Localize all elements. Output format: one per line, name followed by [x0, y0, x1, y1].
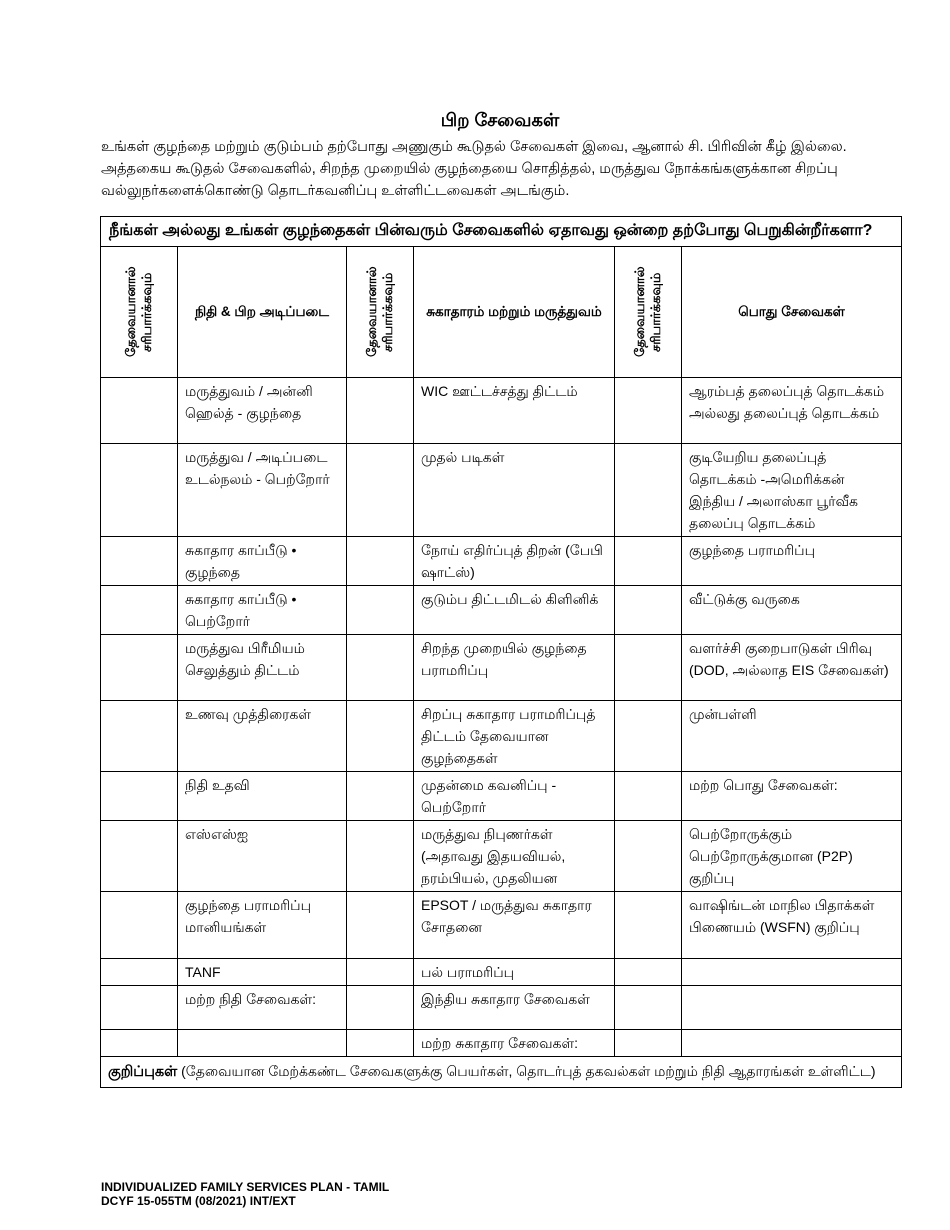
general-service — [682, 986, 902, 1030]
general-service: முன்பள்ளி — [682, 701, 902, 772]
general-service — [682, 1030, 902, 1057]
checkbox-financial[interactable] — [101, 444, 178, 537]
health-service: சிறப்பு சுகாதார பராமரிப்புத் திட்டம் தேவையான குழந்தைகள் — [414, 701, 615, 772]
checkbox-health[interactable] — [347, 444, 414, 537]
checkbox-financial[interactable] — [101, 378, 178, 444]
checkbox-financial[interactable] — [101, 635, 178, 701]
health-service: முதன்மை கவனிப்பு - பெற்றோர் — [414, 772, 615, 821]
check-header-general: தேவையானால் சரிபார்க்கவும் — [615, 247, 682, 378]
general-service: மற்ற பொது சேவைகள்: — [682, 772, 902, 821]
financial-service: சுகாதார காப்பீடு • குழந்தை — [178, 537, 347, 586]
checkbox-financial[interactable] — [101, 821, 178, 892]
health-service: மருத்துவ நிபுணர்கள் (அதாவது இதயவியல், நரம்பியல், முதலியன — [414, 821, 615, 892]
financial-service: நிதி உதவி — [178, 772, 347, 821]
general-service: ஆரம்பத் தலைப்புத் தொடக்கம் அல்லது தலைப்புத் தொடக்கம் — [682, 378, 902, 444]
notes-row — [101, 1057, 902, 1088]
table-row — [101, 537, 902, 586]
health-service: EPSOT / மருத்துவ சுகாதார சோதனை — [414, 892, 615, 959]
checkbox-general[interactable] — [615, 378, 682, 444]
header-general: பொது சேவைகள் — [682, 247, 902, 378]
table-row — [101, 772, 902, 821]
intro-paragraph: உங்கள் குழந்தை மற்றும் குடும்பம் தற்போது அணுகும் கூடுதல் சேவைகள் இவை, ஆனால் சி. பிரிவின் கீழ் இல்லை. அத்தகைய கூடுதல் சேவைகளில், சிறந்த முறையில் குழந்தையை சொதித்தல், மருத்துவ நோக்கங்களுக்கான சிறப்பு வல்லுநர்களைக்கொண்டு தொடர்கவனிப்பு உள்ளிட்டவைகள் அடங்கும். — [101, 139, 847, 199]
footer-form-number: DCYF 15-055TM (08/2021) INT/EXT — [101, 1194, 296, 1208]
checkbox-health[interactable] — [347, 586, 414, 635]
table-row — [101, 701, 902, 772]
checkbox-general[interactable] — [615, 701, 682, 772]
table-row — [101, 586, 902, 635]
health-service: சிறந்த முறையில் குழந்தை பராமரிப்பு — [414, 635, 615, 701]
notes-cell[interactable] — [101, 1057, 902, 1088]
checkbox-general[interactable] — [615, 635, 682, 701]
financial-service: மற்ற நிதி சேவைகள்: — [178, 986, 347, 1030]
checkbox-health[interactable] — [347, 892, 414, 959]
health-service: இந்திய சுகாதார சேவைகள் — [414, 986, 615, 1030]
checkbox-financial[interactable] — [101, 537, 178, 586]
general-service — [682, 959, 902, 986]
general-service: வாஷிங்டன் மாநில பிதாக்கள் பிணையம் (WSFN) குறிப்பு — [682, 892, 902, 959]
general-service: வீட்டுக்கு வருகை — [682, 586, 902, 635]
checkbox-financial[interactable] — [101, 586, 178, 635]
checkbox-general[interactable] — [615, 586, 682, 635]
checkbox-financial[interactable] — [101, 959, 178, 986]
checkbox-general[interactable] — [615, 986, 682, 1030]
checkbox-general[interactable] — [615, 1030, 682, 1057]
page-title: பிற சேவைகள் — [440, 110, 560, 130]
table-header-row — [101, 247, 902, 378]
health-service: முதல் படிகள் — [414, 444, 615, 537]
general-service: பெற்றோருக்கும் பெற்றோருக்குமான (P2P) குறிப்பு — [682, 821, 902, 892]
checkbox-general[interactable] — [615, 444, 682, 537]
table-question: நீங்கள் அல்லது உங்கள் குழந்தைகள் பின்வரும் சேவைகளில் ஏதாவது ஒன்றை தற்போது பெறுகின்றீர்களா? — [101, 217, 902, 247]
checkbox-financial[interactable] — [101, 986, 178, 1030]
financial-service: மருத்துவ பிரீமியம் செலுத்தும் திட்டம் — [178, 635, 347, 701]
financial-service: உணவு முத்திரைகள் — [178, 701, 347, 772]
financial-service: TANF — [178, 959, 347, 986]
table-row — [101, 986, 902, 1030]
checkbox-health[interactable] — [347, 986, 414, 1030]
general-service: வளர்ச்சி குறைபாடுகள் பிரிவு (DOD, அல்லாத EIS சேவைகள்) — [682, 635, 902, 701]
general-service: குழந்தை பராமரிப்பு — [682, 537, 902, 586]
checkbox-general[interactable] — [615, 821, 682, 892]
checkbox-general[interactable] — [615, 537, 682, 586]
table-row — [101, 1030, 902, 1057]
table-row — [101, 959, 902, 986]
checkbox-health[interactable] — [347, 772, 414, 821]
health-service: பல் பராமரிப்பு — [414, 959, 615, 986]
financial-service: மருத்துவம் / அன்னி ஹெல்த் - குழந்தை — [178, 378, 347, 444]
health-service: மற்ற சுகாதார சேவைகள்: — [414, 1030, 615, 1057]
health-service: WIC ஊட்டச்சத்து திட்டம் — [414, 378, 615, 444]
table-row — [101, 892, 902, 959]
checkbox-general[interactable] — [615, 772, 682, 821]
header-financial: நிதி & பிற அடிப்படை — [178, 247, 347, 378]
services-table — [100, 216, 902, 1088]
check-header-health: தேவையானால் சரிபார்க்கவும் — [347, 247, 414, 378]
checkbox-health[interactable] — [347, 959, 414, 986]
checkbox-health[interactable] — [347, 701, 414, 772]
checkbox-health[interactable] — [347, 821, 414, 892]
header-health: சுகாதாரம் மற்றும் மருத்துவம் — [414, 247, 615, 378]
financial-service: மருத்துவ / அடிப்படை உடல்நலம் - பெற்றோர் — [178, 444, 347, 537]
health-service: நோய் எதிர்ப்புத் திறன் (பேபி ஷாட்ஸ்) — [414, 537, 615, 586]
financial-service: எஸ்எஸ்ஐ — [178, 821, 347, 892]
check-header-financial: தேவையானால் சரிபார்க்கவும் — [101, 247, 178, 378]
health-service: குடும்ப திட்டமிடல் கிளினிக் — [414, 586, 615, 635]
financial-service: குழந்தை பராமரிப்பு மானியங்கள் — [178, 892, 347, 959]
financial-service — [178, 1030, 347, 1057]
checkbox-financial[interactable] — [101, 701, 178, 772]
checkbox-general[interactable] — [615, 959, 682, 986]
checkbox-health[interactable] — [347, 537, 414, 586]
form-footer — [101, 1180, 389, 1208]
footer-form-title: INDIVIDUALIZED FAMILY SERVICES PLAN - TAMIL — [101, 1180, 390, 1194]
financial-service: சுகாதார காப்பீடு • பெற்றோர் — [178, 586, 347, 635]
checkbox-general[interactable] — [615, 892, 682, 959]
checkbox-health[interactable] — [347, 635, 414, 701]
checkbox-financial[interactable] — [101, 892, 178, 959]
notes-text: (தேவையான மேற்க்கண்ட சேவைகளுக்கு பெயர்கள், தொடர்புத் தகவல்கள் மற்றும் நிதி ஆதாரங்கள் உள்ளிட்ட) — [181, 1063, 876, 1079]
checkbox-financial[interactable] — [101, 1030, 178, 1057]
checkbox-financial[interactable] — [101, 772, 178, 821]
table-row — [101, 444, 902, 537]
general-service: குடியேறிய தலைப்புத் தொடக்கம் -அமெரிக்கன் இந்திய / அலாஸ்கா பூர்வீக தலைப்பு தொடக்கம் — [682, 444, 902, 537]
table-row — [101, 378, 902, 444]
checkbox-health[interactable] — [347, 1030, 414, 1057]
table-row — [101, 635, 902, 701]
table-row — [101, 821, 902, 892]
checkbox-health[interactable] — [347, 378, 414, 444]
notes-label: குறிப்புகள் — [108, 1064, 178, 1080]
